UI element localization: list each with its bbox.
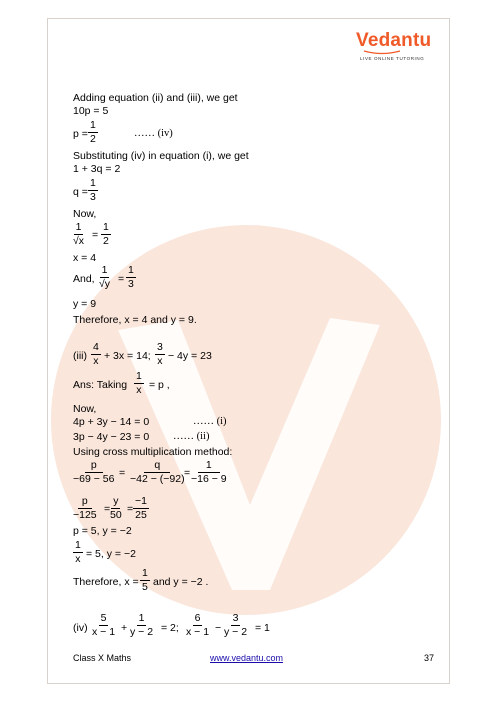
equals: =	[104, 503, 111, 515]
fraction: $\frac{1}{3}$	[90, 177, 96, 203]
equals: =	[127, 503, 134, 515]
fraction: $\frac{1}{2}$	[103, 221, 109, 247]
equation-tag: …… (ii)	[173, 431, 210, 442]
question-label: (iv)	[73, 622, 88, 634]
fraction: $\frac{p}{-125}$	[73, 495, 97, 521]
equals: =	[92, 229, 99, 241]
fraction: $\frac{3}{y - 2}$	[224, 612, 248, 638]
equals: =	[118, 273, 125, 285]
text-line: Now,	[73, 208, 97, 220]
fraction: $\frac{1}{√y}$	[99, 264, 111, 290]
fraction: $\frac{6}{x - 1}$	[186, 612, 210, 638]
equation: p = 5, y = −2	[73, 525, 132, 537]
equals: =	[119, 467, 126, 479]
fraction: $\frac{1}{5}$	[142, 567, 148, 593]
equation-lhs: q =	[73, 186, 88, 198]
fraction: $\frac{1}{-16 - 9}$	[191, 459, 227, 485]
equals: =	[184, 467, 191, 479]
equation-part: = 5, y = −2	[86, 548, 136, 560]
equation-lhs: And,	[73, 273, 95, 285]
equation: 1 + 3q = 2	[73, 163, 121, 175]
answer-label: Ans: Taking	[73, 379, 128, 391]
equation-part: = 1	[255, 622, 270, 634]
text-line: Using cross multiplication method:	[73, 446, 233, 458]
plus: +	[121, 622, 128, 634]
equation-part: = p ,	[149, 379, 170, 391]
fraction: $\frac{1}{x}$	[136, 370, 142, 396]
equation-tag: …… (iv)	[134, 128, 173, 139]
page-number: 37	[424, 653, 435, 663]
equation: 3p − 4y − 23 = 0	[73, 431, 150, 443]
logo-tagline: LIVE ONLINE TUTORING	[360, 56, 425, 61]
equation-part: = 2;	[161, 622, 179, 634]
logo-brand: Vedantu	[356, 30, 432, 51]
equation: 4p + 3y − 14 = 0	[73, 416, 150, 428]
fraction: $\frac{3}{x}$	[157, 341, 163, 367]
text-line: Adding equation (ii) and (iii), we get	[73, 92, 238, 104]
fraction: $\frac{1}{√x}$	[73, 221, 85, 247]
equation-part: + 3x = 14;	[104, 350, 151, 362]
equation: y = 9	[73, 298, 97, 310]
fraction: $\frac{1}{x}$	[75, 539, 81, 565]
fraction: $\frac{5}{x - 1}$	[92, 612, 116, 638]
equation: x = 4	[73, 252, 97, 264]
minus: −	[215, 622, 222, 634]
text-line: Now,	[73, 403, 97, 415]
footer-website-link[interactable]: www.vedantu.com	[210, 653, 284, 663]
fraction: $\frac{1}{y - 2}$	[130, 612, 154, 638]
conclusion-rhs: and y = −2 .	[153, 576, 209, 588]
equation: 10p = 5	[73, 105, 109, 117]
conclusion-lhs: Therefore, x =	[73, 576, 139, 588]
vedantu-logo	[356, 30, 436, 68]
fraction: $\frac{-1}{25}$	[135, 495, 147, 521]
fraction: $\frac{1}{2}$	[90, 119, 96, 145]
text-line: Therefore, x = 4 and y = 9.	[73, 314, 197, 326]
fraction: $\frac{q}{-42 - (-92)}$	[130, 459, 185, 485]
equation-tag: …… (i)	[193, 416, 227, 427]
footer-class: Class X Maths	[73, 653, 132, 663]
fraction: $\frac{y}{50}$	[110, 495, 122, 521]
fraction: $\frac{1}{3}$	[128, 264, 134, 290]
question-label: (iii)	[73, 350, 87, 362]
fraction: $\frac{p}{-69 - 56}$	[73, 459, 115, 485]
equation-part: − 4y = 23	[168, 350, 212, 362]
equation-lhs: p =	[73, 128, 88, 140]
text-line: Substituting (iv) in equation (i), we get	[73, 150, 249, 162]
fraction: $\frac{4}{x}$	[93, 341, 99, 367]
